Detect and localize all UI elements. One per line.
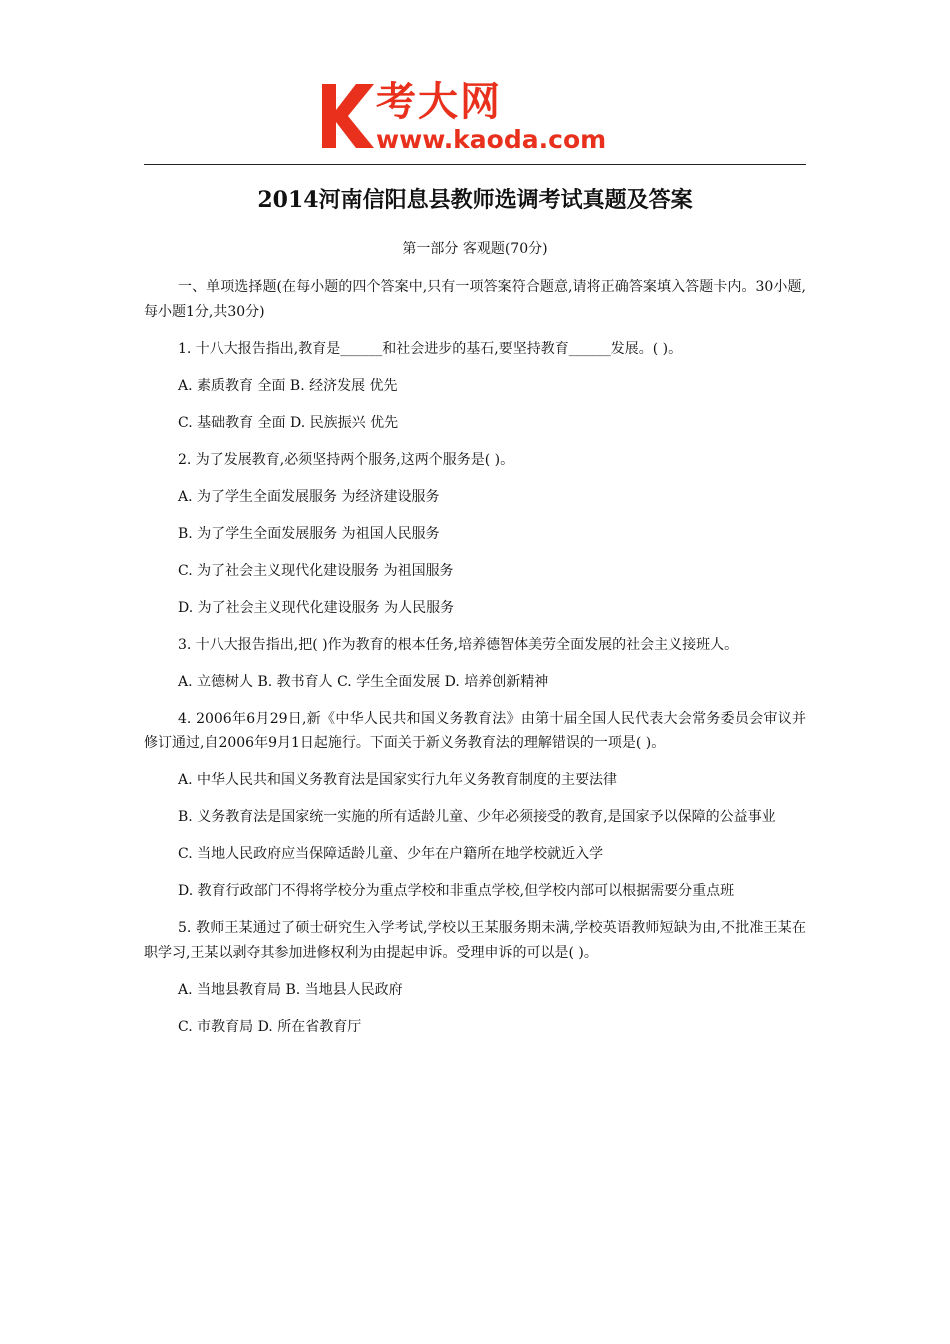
logo-text: 考大网 — [376, 79, 502, 125]
question-2-option-b: B. 为了学生全面发展服务 为祖国人民服务 — [178, 525, 440, 542]
question-2-option-d: D. 为了社会主义现代化建设服务 为人民服务 — [178, 599, 455, 616]
question-3: 3. 十八大报告指出,把( )作为教育的根本任务,培养德智体美劳全面发展的社会主义接班人。 — [178, 636, 739, 653]
question-4-option-d: D. 教育行政部门不得将学校分为重点学校和非重点学校,但学校内部可以根据需要分重点班 — [178, 883, 735, 899]
logo-url: www.kaoda.com — [376, 125, 607, 154]
question-3-options: A. 立德树人 B. 教书育人 C. 学生全面发展 D. 培养创新精神 — [178, 673, 549, 690]
question-1-options-cd: C. 基础教育 全面 D. 民族振兴 优先 — [178, 414, 399, 431]
kaoda-logo — [318, 78, 640, 158]
question-4-option-c: C. 当地人民政府应当保障适龄儿童、少年在户籍所在地学校就近入学 — [178, 846, 604, 862]
question-2-option-c: C. 为了社会主义现代化建设服务 为祖国服务 — [178, 562, 454, 579]
question-1-options-ab: A. 素质教育 全面 B. 经济发展 优先 — [178, 377, 398, 394]
logo-k-mark — [318, 80, 378, 152]
question-2: 2. 为了发展教育,必须坚持两个服务,这两个服务是( )。 — [178, 451, 515, 468]
question-4-option-b: B. 义务教育法是国家统一实施的所有适龄儿童、少年必须接受的教育,是国家予以保障的公益事业 — [178, 809, 776, 825]
header-divider — [144, 164, 806, 165]
question-1: 1. 十八大报告指出,教育是______和社会进步的基石,要坚持教育______发展。( )。 — [178, 340, 683, 357]
document-body — [144, 275, 806, 1052]
document-title: 2014河南信阳息县教师选调考试真题及答案 — [257, 187, 693, 213]
question-2-option-a: A. 为了学生全面发展服务 为经济建设服务 — [178, 488, 440, 505]
question-5-options-cd: C. 市教育局 D. 所在省教育厅 — [178, 1018, 362, 1035]
section-heading: 第一部分 客观题(70分) — [402, 241, 548, 257]
question-4-option-a: A. 中华人民共和国义务教育法是国家实行九年义务教育制度的主要法律 — [178, 772, 618, 788]
question-5-options-ab: A. 当地县教育局 B. 当地县人民政府 — [178, 981, 403, 998]
instructions-paragraph: 一、单项选择题(在每小题的四个答案中,只有一项答案符合题意,请将正确答案填入答题卡内。30小题,每小题1分,共30分) — [144, 279, 806, 320]
question-5: 5. 教师王某通过了硕士研究生入学考试,学校以王某服务期未满,学校英语教师短缺为由,不批准王某在职学习,王某以剥夺其参加进修权利为由提起申诉。受理申诉的可以是( )。 — [144, 920, 806, 961]
question-4: 4. 2006年6月29日,新《中华人民共和国义务教育法》由第十届全国人民代表大会常务委员会审议并修订通过,自2006年9月1日起施行。下面关于新义务教育法的理解错误的一项是( )。 — [144, 710, 806, 751]
